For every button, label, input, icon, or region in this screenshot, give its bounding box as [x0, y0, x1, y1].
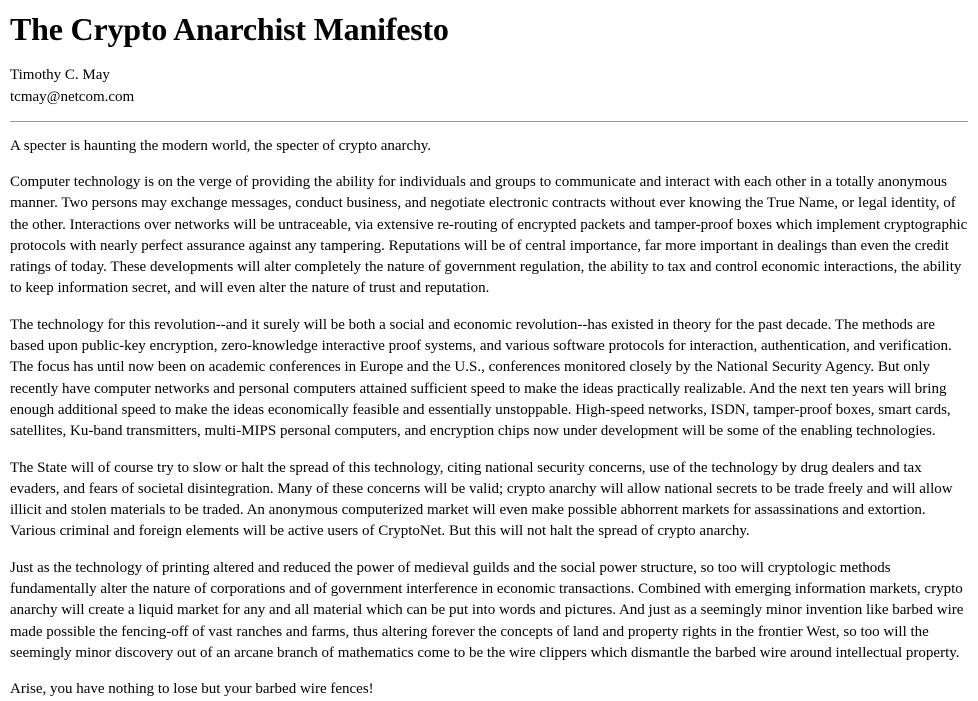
paragraph-5: Just as the technology of printing altered and reduced the power of medieval guilds and the social power structure, so too will cryptologic methods fundamentally alter the nature of corporations and of government interference in economic transactions. Combined with emerging information markets, crypto anarchy will create a liquid market for any and all material which can be put into words and pictures. And just as a seemingly minor invention like barbed wire made possible the fencing-off of vast ranches and farms, thus altering forever the concepts of land and property rights in the frontier West, so too will the seemingly minor discovery out of an arcane branch of mathematics come to be the wire clippers which dismantle the barbed wire around intellectual property.: [10, 559, 964, 661]
paragraph-4: The State will of course try to slow or halt the spread of this technology, citing national security concerns, use of the technology by drug dealers and tax evaders, and fears of societal disintegration. Many of these concerns will be valid; crypto anarchy will allow national secrets to be trade freely and will allow illicit and stolen materials to be traded. An anonymous computerized market will even make possible abhorrent markets for assassinations and extortion. Various criminal and foreign elements will be active users of CryptoNet. But this will not halt the spread of crypto anarchy.: [10, 459, 953, 540]
paragraph-3: The technology for this revolution--and it surely will be both a social and economic revolution--has existed in theory for the past decade. The methods are based upon public-key encryption, zero-knowledge interactive proof systems, and various software protocols for interaction, authentication, and verification. The focus has until now been on academic conferences in Europe and the U.S., conferences monitored closely by the National Security Agency. But only recently have computer networks and personal computers attained sufficient speed to make the ideas practically realizable. And the next ten years will bring enough additional speed to make the ideas economically feasible and essentially unstoppable. High-speed networks, ISDN, tamper-proof boxes, smart cards, satellites, Ku-band transmitters, multi-MIPS personal computers, and encryption chips now under development will be some of the enabling technologies.: [10, 316, 952, 440]
horizontal-divider: [10, 121, 968, 122]
author-email: tcmay@netcom.com: [10, 88, 135, 105]
byline: [10, 65, 968, 109]
paragraph-6: Arise, you have nothing to lose but your barbed wire fences!: [10, 681, 374, 698]
paragraph-2: Computer technology is on the verge of providing the ability for individuals and groups to communicate and interact with each other in a totally anonymous manner. Two persons may exchange messages, conduct business, and negotiate electronic contracts without ever knowing the True Name, or legal identity, of the other. Interactions over networks will be untraceable, via extensive re-routing of encrypted packets and tamper-proof boxes which implement cryptographic protocols with nearly perfect assurance against any tampering. Reputations will be of central importance, far more important in dealings than even the credit ratings of today. These developments will alter completely the nature of government regulation, the ability to tax and control economic interactions, the ability to keep information secret, and will even alter the nature of trust and reputation.: [10, 173, 968, 297]
page-title: The Crypto Anarchist Manifesto: [10, 11, 449, 47]
author-name: Timothy C. May: [10, 67, 110, 84]
paragraph-1: A specter is haunting the modern world, the specter of crypto anarchy.: [10, 137, 431, 154]
